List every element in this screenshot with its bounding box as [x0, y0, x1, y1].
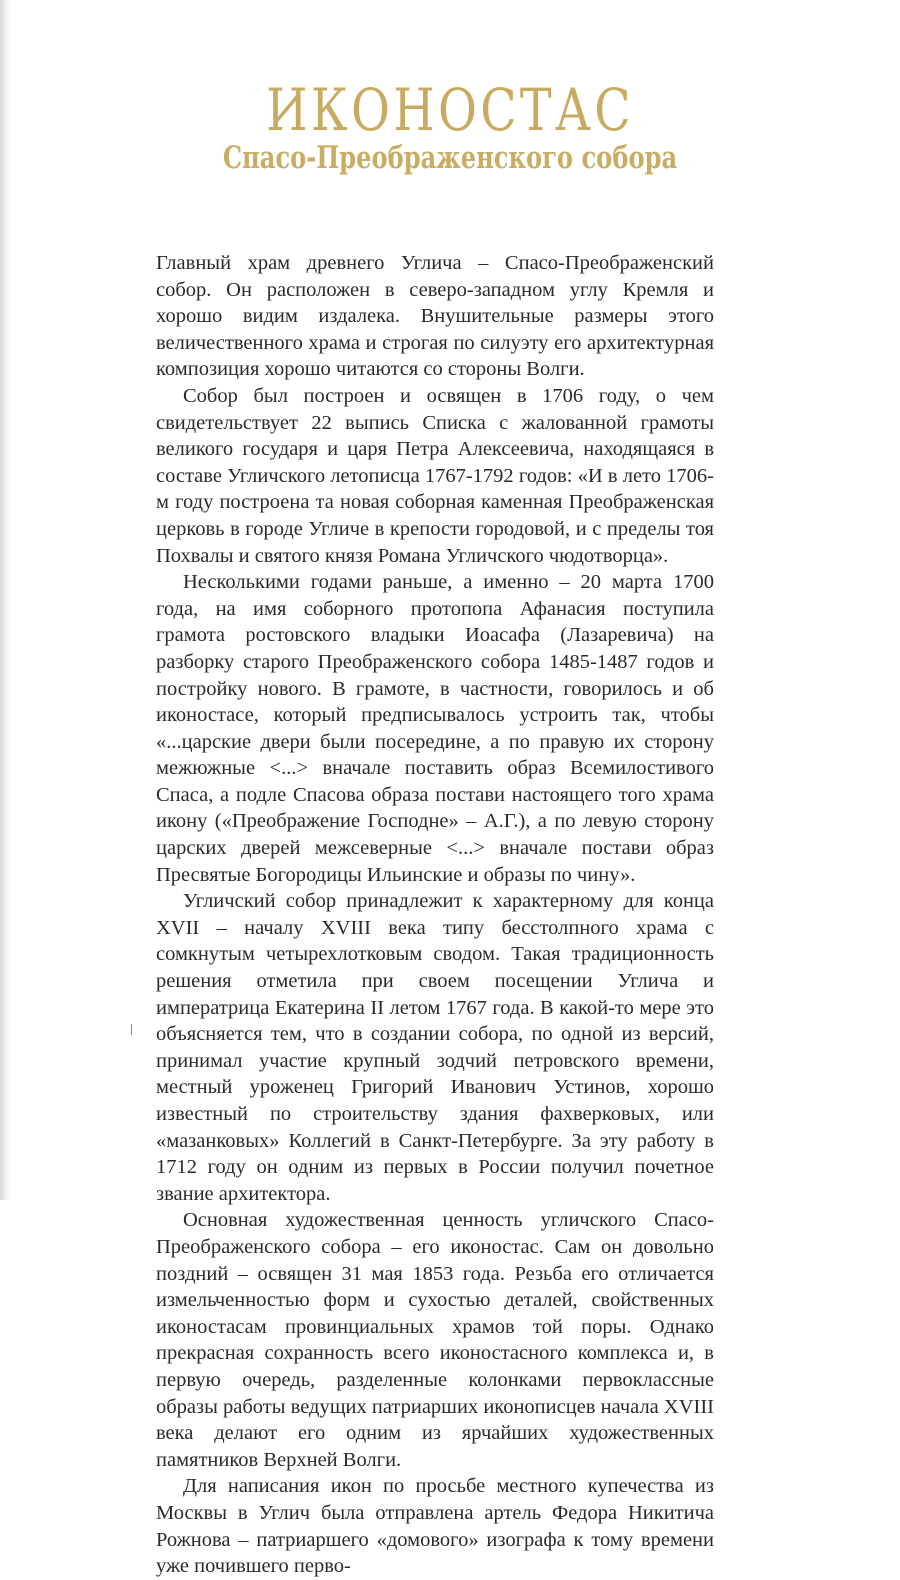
page-edge-shadow	[0, 0, 10, 1200]
paragraph-5: Основная художественная ценность угличского Спасо-Преображенского собора – его иконостас. Сам он довольно поздний – освящен 31 мая 1853 года. Резьба его отличается измельченностью форм и сухостью деталей, свойственных иконостасам провинциальных храмов той поры. Однако прекрасная сохранность всего иконостасного комплекса и, в первую очередь, разделенные колонками первоклассные образы работы ведущих патриарших иконописцев начала XVIII века делают его одним из ярчайших художественных памятников Верхней Волги.	[156, 1209, 714, 1471]
paragraph-1: Главный храм древнего Углича – Спасо-Преображенский собор. Он расположен в северо-западном углу Кремля и хорошо видим издалека. Внушительные размеры этого величественного храма и строгая по силуэту его архитектурная композиция хорошо читаются со стороны Волги.	[156, 252, 714, 381]
paragraph-2: Собор был построен и освящен в 1706 году, о чем свидетельствует 22 выпись Списка с жалованной грамоты великого государя и царя Петра Алексеевича, находящаяся в составе Угличского летописца 1767-1792 годов: «И в лето 1706-м году построена та новая соборная каменная Преображенская церковь в городе Угличе в крепости городовой, и с пределы тоя Похвалы и святого князя Романа Угличского чюдотворца».	[156, 384, 714, 567]
paragraph-4: Угличский собор принадлежит к характерному для конца XVII – началу XVIII века типу бесстолпного храма с сомкнутым четырехлотковым сводом. Такая традиционность решения отметила при своем посещении Углича и императрица Екатерина II летом 1767 года. В какой-то мере это объясняется тем, что в создании собора, по одной из версий, принимал участие крупный зодчий петровского времени, местный уроженец Григорий Иванович Устинов, хорошо известный по строительству здания фахверковых, или «мазанковых» Коллегий в Санкт-Петербурге. За эту работу в 1712 году он одним из первых в России получил почетное звание архитектора.	[156, 890, 714, 1205]
paragraph-3: Несколькими годами раньше, а именно – 20 марта 1700 года, на имя соборного протопопа Афанасия поступила грамота ростовского владыки Иоасафа (Лазаревича) на разборку старого Преображенского собора 1485-1487 годов и постройку нового. В грамоте, в частности, говорилось и об иконостасе, который предписывалось устроить так, чтобы «...царские двери были посередине, а по правую их сторону межюжные <...> вначале поставить образ Всемилостивого Спаса, а подле Спасова образа постави настоящего того храма икону («Преображение Господне» – А.Г.), а по левую сторону царских дверей межсеверные <...> вначале постави образ Пресвятые Богородицы Ильинские и образы по чину».	[156, 571, 714, 886]
paragraph-6: Для написания икон по просьбе местного купечества из Москвы в Углич была отправлена артель Федора Никитича Рожнова – патриаршего «домового» изографа к тому времени уже почившего перво-	[156, 1475, 714, 1578]
page-title: ИКОНОСТАС	[266, 75, 634, 144]
page-subtitle: Спасо-Преображенского собора	[222, 139, 678, 176]
margin-mark: ǀ	[130, 1022, 134, 1039]
body-text	[156, 250, 714, 1580]
